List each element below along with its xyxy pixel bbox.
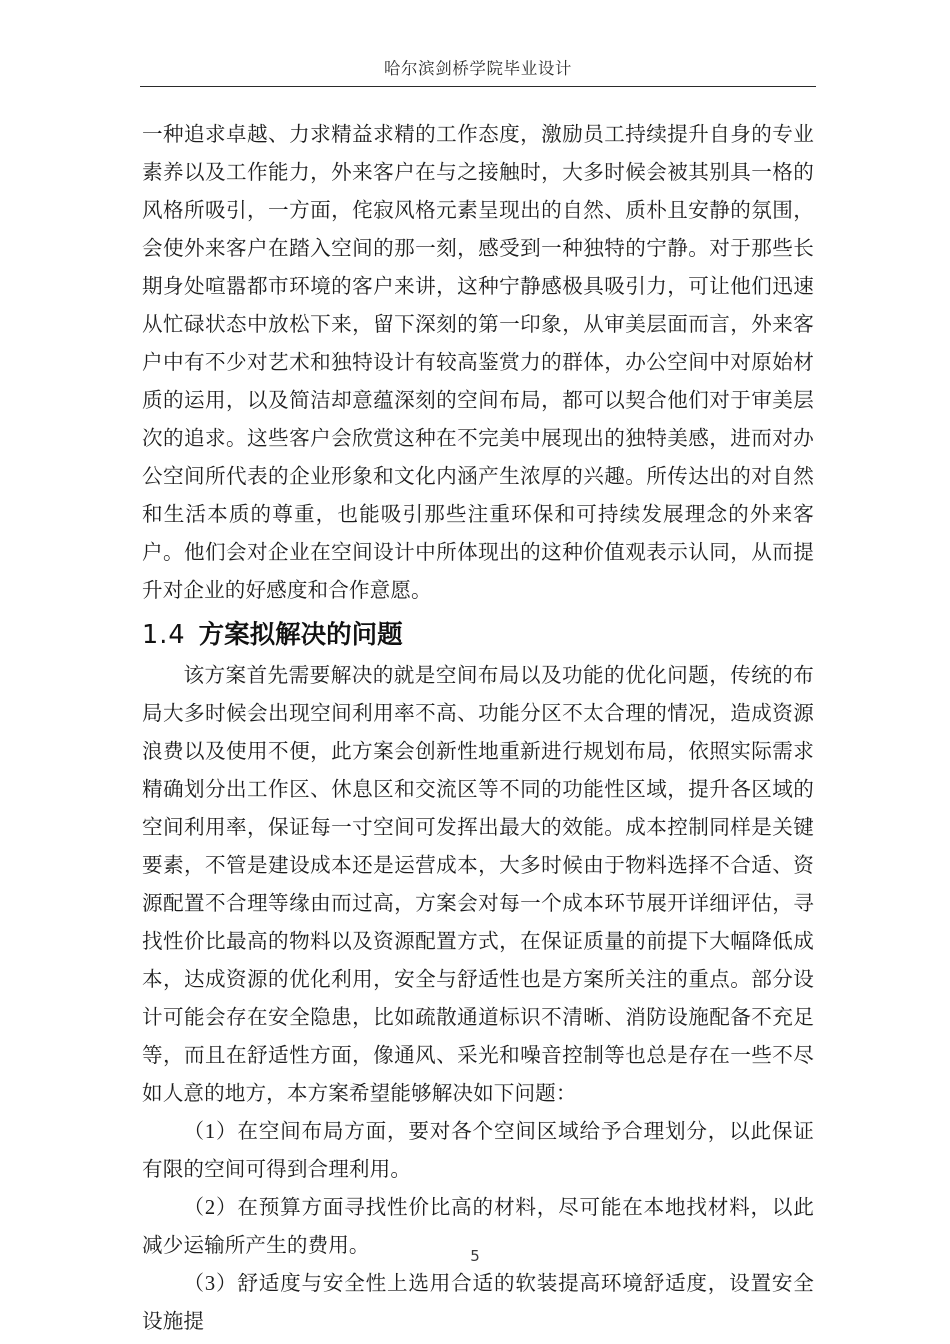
list-item-1: （1）在空间布局方面，要对各个空间区域给予合理划分，以此保证有限的空间可得到合理利用。 bbox=[142, 1121, 814, 1181]
list-item-3: （3）舒适度与安全性上选用合适的软装提高环境舒适度，设置安全设施提 bbox=[142, 1273, 814, 1333]
page-footer bbox=[0, 1247, 950, 1266]
section-title: 方案拟解决的问题 bbox=[198, 620, 403, 650]
section-intro-paragraph: 该方案首先需要解决的就是空间布局以及功能的优化问题，传统的布局大多时候会出现空间利用率不高、功能分区不太合理的情况，造成资源浪费以及使用不便，此方案会创新性地重新进行规划布局，依照实际需求精确划分出工作区、休息区和交流区等不同的功能性区域，提升各区域的空间利用率，保证每一寸空间可发挥出最大的效能。成本控制同样是关键要素，不管是建设成本还是运营成本，大多时候由于物料选择不合适、资源配置不合理等缘由而过高，方案会对每一个成本环节展开详细评估，寻找性价比最高的物料以及资源配置方式，在保证质量的前提下大幅降低成本，达成资源的优化利用，安全与舒适性也是方案所关注的重点。部分设计可能会存在安全隐患，比如疏散通道标识不清晰、消防设施配备不充足等，而且在舒适性方面，像通风、采光和噪音控制等也总是存在一些不尽如人意的地方，本方案希望能够解决如下问题： bbox=[142, 665, 814, 1105]
page-number: 5 bbox=[470, 1247, 480, 1265]
page-header bbox=[140, 58, 816, 95]
paragraph-continued: 一种追求卓越、力求精益求精的工作态度，激励员工持续提升自身的专业素养以及工作能力，外来客户在与之接触时，大多时候会被其别具一格的风格所吸引，一方面，侘寂风格元素呈现出的自然、质朴且安静的氛围，会使外来客户在踏入空间的那一刻，感受到一种独特的宁静。对于那些长期身处喧嚣都市环境的客户来讲，这种宁静感极具吸引力，可让他们迅速从忙碌状态中放松下来，留下深刻的第一印象，从审美层面而言，外来客户中有不少对艺术和独特设计有较高鉴赏力的群体，办公空间中对原始材质的运用，以及简洁却意蕴深刻的空间布局，都可以契合他们对于审美层次的追求。这些客户会欣赏这种在不完美中展现出的独特美感，进而对办公空间所代表的企业形象和文化内涵产生浓厚的兴趣。所传达出的对自然和生活本质的尊重，也能吸引那些注重环保和可持续发展理念的外来客户。他们会对企业在空间设计中所体现出的这种价值观表示认同，从而提升对企业的好感度和合作意愿。 bbox=[142, 124, 814, 602]
page-content bbox=[142, 116, 814, 1341]
section-number: 1.4 bbox=[142, 620, 186, 650]
section-heading bbox=[142, 613, 814, 657]
header-rule bbox=[140, 86, 816, 87]
list-item-2: （2）在预算方面寻找性价比高的材料，尽可能在本地找材料，以此减少运输所产生的费用。 bbox=[142, 1197, 814, 1257]
header-title: 哈尔滨剑桥学院毕业设计 bbox=[383, 59, 573, 78]
